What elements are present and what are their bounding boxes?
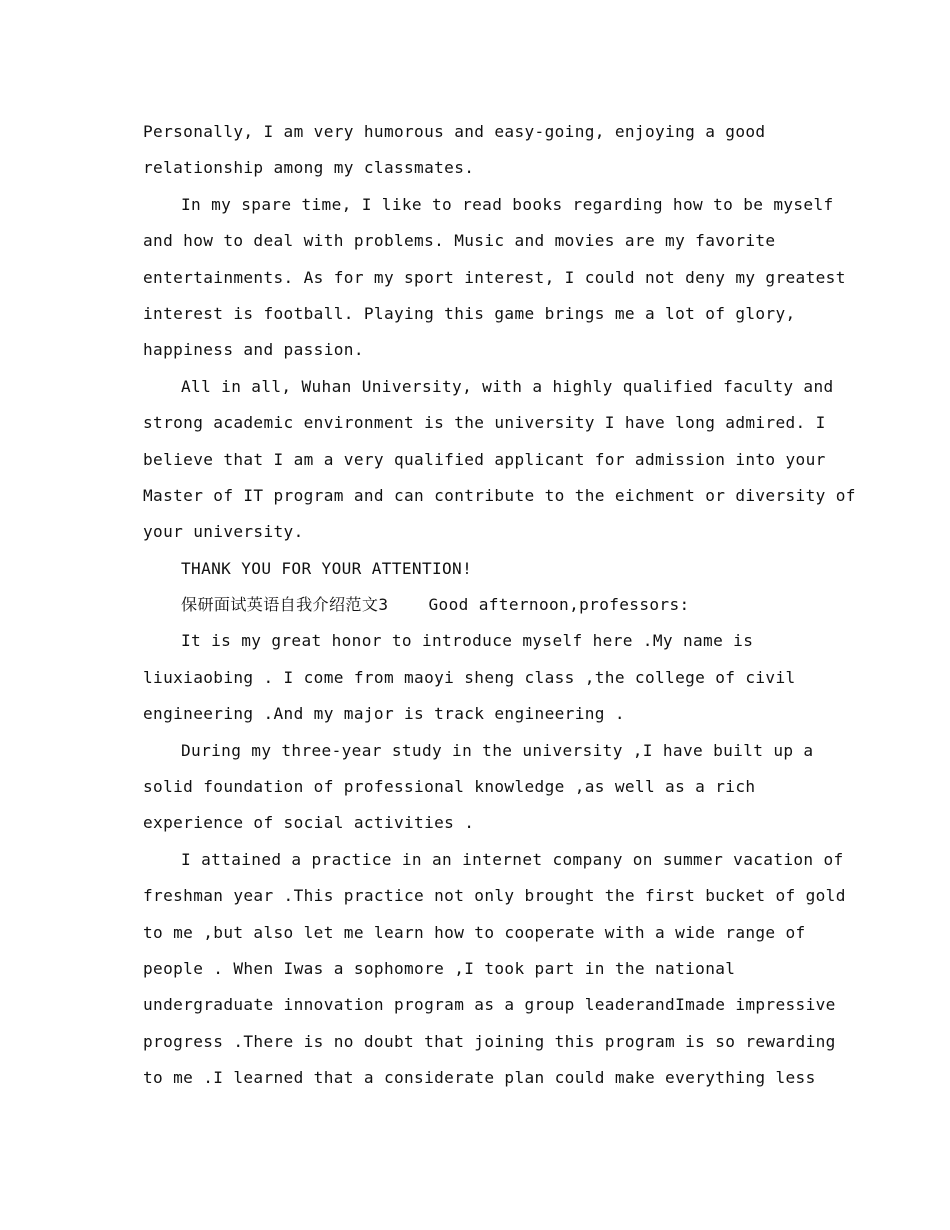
section-heading: 保研面试英语自我介绍范文3 Good afternoon,professors: — [181, 595, 690, 615]
text-line: freshman year .This practice not only brought the first bucket of gold — [143, 886, 846, 906]
text-line: solid foundation of professional knowledge ,as well as a rich — [143, 777, 756, 797]
text-line: During my three-year study in the university ,I have built up a — [181, 740, 814, 760]
text-line: interest is football. Playing this game brings me a lot of glory, — [143, 303, 796, 323]
text-line: happiness and passion. — [143, 340, 364, 360]
text-line: I attained a practice in an internet company on summer vacation of — [181, 849, 844, 869]
text-line: to me ,but also let me learn how to cooperate with a wide range of — [143, 922, 806, 942]
text-line: people . When Iwas a sophomore ,I took part in the national — [143, 958, 736, 978]
text-line: Master of IT program and can contribute to the eichment or diversity of — [143, 485, 856, 505]
text-line: experience of social activities . — [143, 813, 475, 833]
text-line: liuxiaobing . I come from maoyi sheng class ,the college of civil — [143, 667, 796, 687]
text-line: your university. — [143, 522, 304, 542]
text-line: engineering .And my major is track engineering . — [143, 704, 625, 724]
body-text — [143, 114, 856, 1097]
text-line: All in all, Wuhan University, with a highly qualified faculty and — [181, 376, 834, 396]
text-line: believe that I am a very qualified applicant for admission into your — [143, 449, 826, 469]
text-line: undergraduate innovation program as a group leaderandImade impressive — [143, 995, 836, 1015]
text-line: and how to deal with problems. Music and movies are my favorite — [143, 231, 776, 251]
closing-line: THANK YOU FOR YOUR ATTENTION! — [181, 558, 473, 578]
text-line: It is my great honor to introduce myself here .My name is — [181, 631, 754, 651]
text-line: relationship among my classmates. — [143, 158, 475, 178]
text-line: progress .There is no doubt that joining this program is so rewarding — [143, 1031, 836, 1051]
text-line: Personally, I am very humorous and easy-going, enjoying a good — [143, 122, 766, 141]
text-line: In my spare time, I like to read books regarding how to be myself — [181, 194, 834, 214]
text-line: to me .I learned that a considerate plan could make everything less — [143, 1068, 816, 1088]
text-line: entertainments. As for my sport interest, I could not deny my greatest — [143, 267, 846, 287]
text-line: strong academic environment is the university I have long admired. I — [143, 413, 826, 433]
